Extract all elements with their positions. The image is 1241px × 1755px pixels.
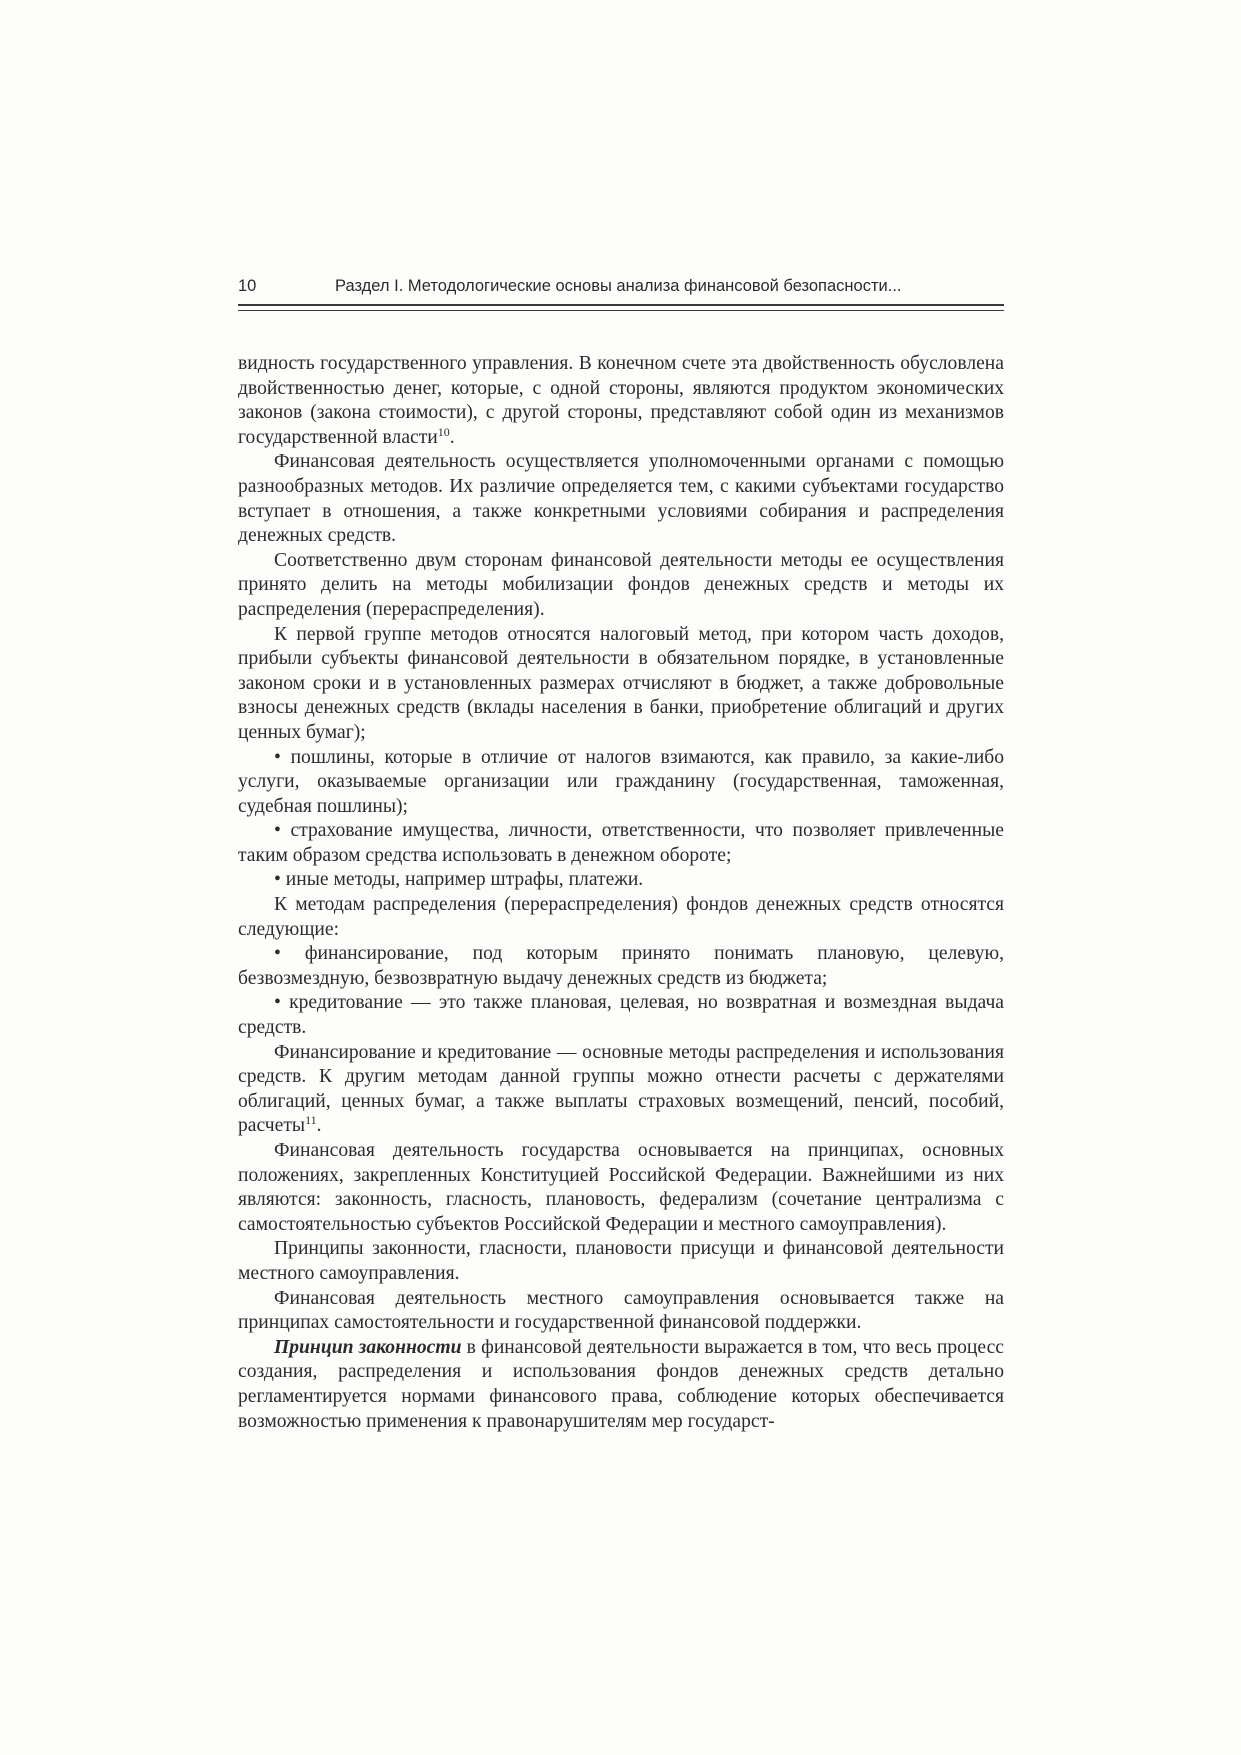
running-header [238, 277, 1004, 299]
bullet-item: • пошлины, которые в отличие от налогов взимаются, как правило, за какие-либо услуги, оказываемые организации или гражданину (государственная, таможенная, судебная пошлины); [238, 746, 1004, 817]
bullet-item: • кредитование — это также плановая, целевая, но возвратная и возмездная выдача средств. [238, 992, 1004, 1039]
paragraph: К первой группе методов относятся налоговый метод, при котором часть доходов, прибыли субъекты финансовой деятельности в обязательном порядке, в установленные законом сроки и в установленных размерах отчисляют в бюджет, а также добровольные взносы денежных средств (вклады населения в банки, приобретение облигаций и других ценных бумаг); [238, 623, 1004, 743]
paragraph: Финансовая деятельность государства основывается на принципах, основных положениях, закрепленных Конституцией Российской Федерации. Важнейшими из них являются: законность, гласность, плановость, федерализм (сочетание централизма с самостоятельностью субъектов Российской Федерации и местного самоуправления). [238, 1140, 1004, 1235]
paragraph: Соответственно двум сторонам финансовой деятельности методы ее осуществления принято делить на методы мобилизации фондов денежных средств и методы их распределения (перераспределения). [238, 549, 1004, 620]
paragraph: Финансовая деятельность осуществляется уполномоченными органами с помощью разнообразных методов. Их различие определяется тем, с какими субъектами государство вступает в отношения, а также конкретными условиями собирания и распределения денежных средств. [238, 451, 1004, 547]
paragraph: Принципы законности, гласности, плановости присущи и финансовой деятельности местного самоуправления. [238, 1238, 1004, 1284]
term-lead: Принцип законности [274, 1336, 462, 1358]
bullet-item: • иные методы, например штрафы, платежи. [274, 869, 644, 891]
paragraph: К методам распределения (перераспределения) фондов денежных средств относятся следующие: [238, 894, 1004, 940]
paragraph: Финансовая деятельность местного самоуправления основывается также на принципах самостоятельности и государственной финансовой поддержки. [238, 1287, 1004, 1334]
paragraph: Принцип законности в финансовой деятельности выражается в том, что весь процесс создания, распределения и использования фондов денежных средств детально регламентируется нормами финансового права, соблюдение которых обеспечивается возможностью применения к правонарушителям мер государст- [238, 1336, 1004, 1432]
bullet-item: • финансирование, под которым принято понимать плановую, целевую, безвозмездную, безвозвратную выдачу денежных средств из бюджета; [238, 943, 1004, 989]
header-rule-thick [238, 304, 1004, 306]
footnote-ref: 11 [305, 1113, 317, 1128]
body-text [238, 352, 1004, 1434]
footnote-ref: 10 [437, 424, 450, 439]
header-rule-thin [238, 310, 1004, 311]
bullet-item: • страхование имущества, личности, ответственности, что позволяет привлеченные таким образом средства использовать в денежном обороте; [238, 820, 1004, 866]
paragraph: Финансирование и кредитование — основные методы распределения и использования средств. К другим методам данной группы можно отнести расчеты с держателями облигаций, ценных бумаг, а также выплаты страховых возмещений, пенсий, пособий, расчеты$^{11}$. [238, 1041, 1004, 1137]
page-number: 10 [238, 277, 257, 295]
paragraph: видность государственного управления. В конечном счете эта двойственность обусловлена двойственностью денег, которые, с одной стороны, являются продуктом экономических законов (закона стоимости), с другой стороны, представляют собой один из механизмов государственной власти$^{10}$. [238, 353, 1004, 448]
running-title: Раздел I. Методологические основы анализа финансовой безопасности... [335, 277, 902, 295]
